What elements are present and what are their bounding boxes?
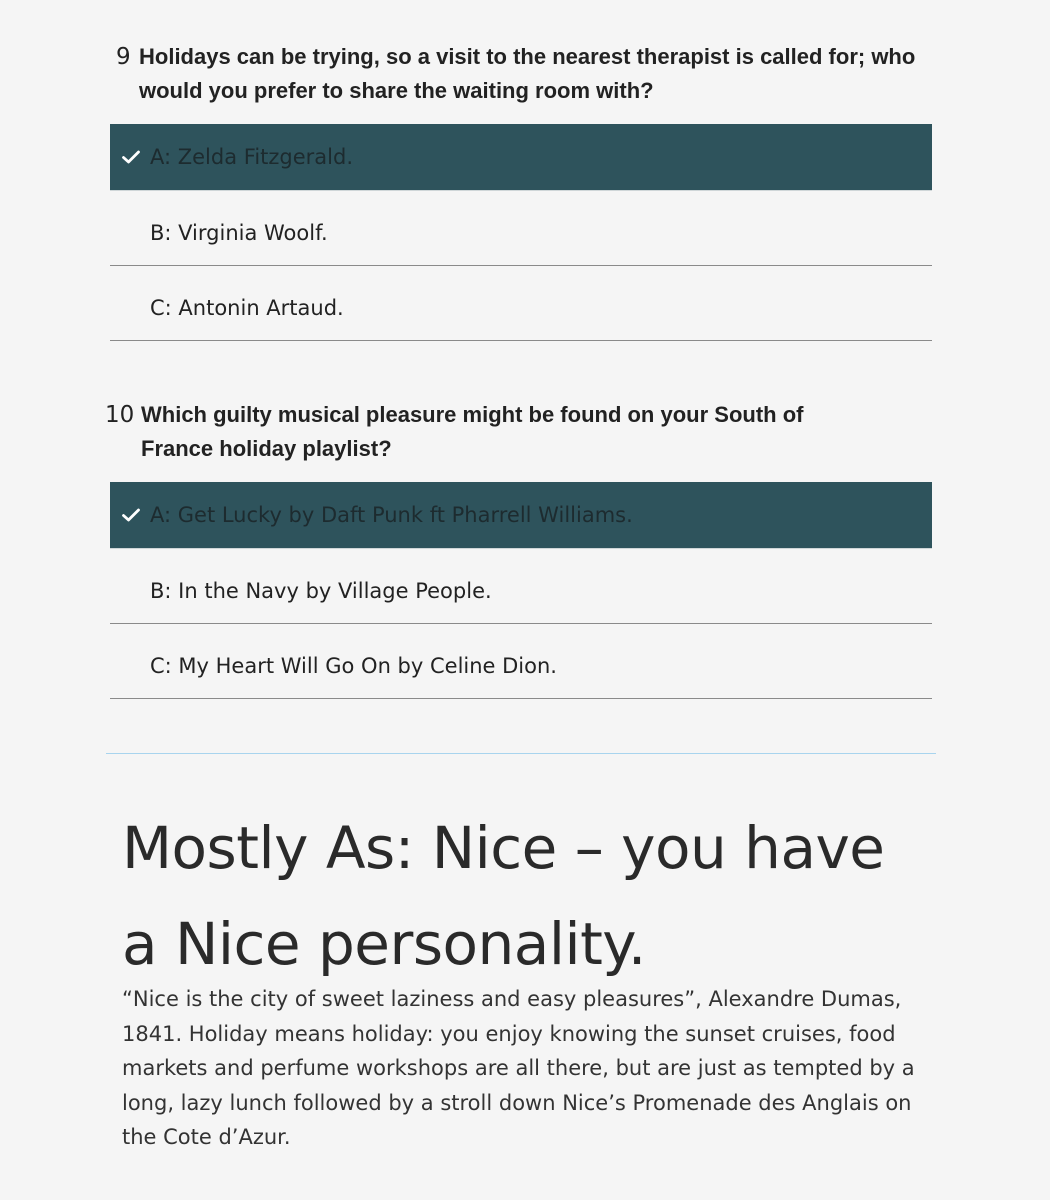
question-header — [116, 40, 916, 108]
answer-option-b[interactable] — [110, 191, 932, 266]
checkmark-icon — [122, 508, 140, 522]
question-header — [105, 398, 905, 466]
answer-option-label: A: Zelda Fitzgerald. — [150, 145, 353, 169]
answer-option-label: C: My Heart Will Go On by Celine Dion. — [150, 654, 557, 678]
result-description: “Nice is the city of sweet laziness and easy pleasures”, Alexandre Dumas, 1841. Holiday means holiday: you enjoy knowing the sunset cruises, food markets and perfume workshops are all there, but are just as tempted by a long, lazy lunch followed by a stroll down Nice’s Promenade des Anglais on the Cote d’Azur. — [122, 987, 915, 1149]
answer-option-label: B: Virginia Woolf. — [150, 221, 328, 245]
question-10 — [0, 398, 1050, 699]
question-number: 10 — [105, 402, 135, 428]
answer-option-c[interactable] — [110, 266, 932, 341]
question-text: Holidays can be trying, so a visit to the nearest therapist is called for; who would you prefer to share the waiting room with? — [139, 44, 916, 103]
answer-options — [110, 124, 932, 341]
answer-option-b[interactable] — [110, 549, 932, 624]
answer-option-label: B: In the Navy by Village People. — [150, 579, 492, 603]
result-section — [122, 800, 922, 1155]
checkmark-icon — [122, 150, 140, 164]
answer-option-c[interactable] — [110, 624, 932, 699]
question-9 — [0, 40, 1050, 341]
answer-option-label: C: Antonin Artaud. — [150, 296, 344, 320]
answer-options — [110, 482, 932, 699]
answer-option-a[interactable] — [110, 124, 932, 191]
section-divider — [106, 753, 936, 754]
question-text: Which guilty musical pleasure might be found on your South of France holiday playlist? — [141, 402, 804, 461]
answer-option-label: A: Get Lucky by Daft Punk ft Pharrell Williams. — [150, 503, 633, 527]
question-number: 9 — [116, 44, 131, 70]
answer-option-a[interactable] — [110, 482, 932, 549]
result-title: Mostly As: Nice – you have a Nice personality. — [122, 814, 885, 978]
